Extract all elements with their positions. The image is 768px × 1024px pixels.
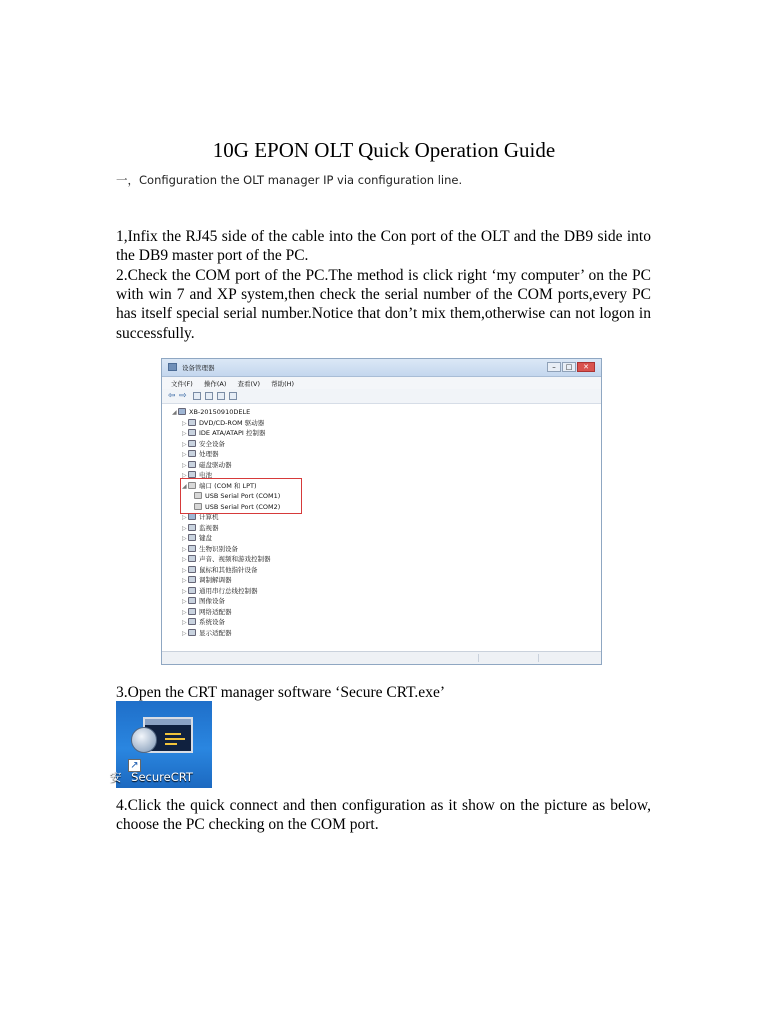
securecrt-label-text: SecureCRT [131, 770, 193, 784]
window-titlebar [162, 359, 601, 377]
partial-label-glyph: 安 [110, 770, 122, 784]
terminal-line [165, 733, 181, 735]
expand-arrow-icon[interactable]: ▷ [182, 524, 187, 532]
tree-item[interactable]: ▷ 声音、视频和游戏控制器 [182, 555, 271, 563]
properties-icon[interactable] [193, 392, 201, 400]
expand-arrow-icon[interactable]: ▷ [182, 451, 187, 458]
step-1-paragraph: 1,Infix the RJ45 side of the cable into the Con port of the OLT and the DB9 side into the DB9 master port of the PC. [116, 228, 651, 265]
computer-icon [188, 513, 196, 520]
expand-arrow-icon[interactable]: ▷ [182, 577, 187, 584]
expand-arrow-icon[interactable]: ▷ [182, 472, 187, 479]
expand-arrow-icon[interactable]: ▷ [182, 619, 187, 626]
menu-action[interactable]: 操作(A) [203, 380, 227, 388]
mouse-icon [188, 566, 196, 573]
tree-item[interactable]: ▷ 图像设备 [182, 597, 225, 605]
keyboard-icon [188, 534, 196, 541]
tree-root[interactable]: ◢ XB-20150910DELE [172, 408, 251, 416]
sound-icon [188, 555, 196, 562]
expand-arrow-icon[interactable]: ▷ [182, 440, 187, 448]
expand-arrow-icon[interactable]: ▷ [182, 598, 187, 605]
expand-arrow-icon[interactable]: ▷ [182, 535, 187, 542]
status-divider [478, 654, 479, 662]
securecrt-desktop-icon[interactable] [110, 701, 212, 788]
collapse-arrow-icon[interactable]: ◢ [172, 409, 177, 416]
tree-item[interactable]: ▷ 调制解调器 [182, 576, 232, 584]
security-device-icon [188, 440, 196, 447]
dvd-drive-icon [188, 419, 196, 426]
battery-icon [188, 471, 196, 478]
processor-icon [188, 450, 196, 457]
tree-item[interactable]: ▷ 鼠标和其他指针设备 [182, 565, 258, 574]
imaging-device-icon [188, 597, 196, 604]
system-device-icon [188, 618, 196, 625]
step-3-paragraph: 3.Open the CRT manager software ‘Secure CRT.exe’ [116, 684, 445, 701]
ide-controller-icon [188, 429, 196, 436]
section-heading: 一，Configuration the OLT manager IP via configuration line. [116, 173, 463, 187]
help-icon[interactable] [217, 392, 225, 400]
tree-item[interactable]: ▷ 网络适配器 [182, 607, 232, 616]
forward-arrow-icon[interactable]: ⇨ [179, 391, 187, 401]
securecrt-label [110, 769, 212, 785]
window-controls [546, 362, 595, 372]
menu-view[interactable]: 查看(V) [237, 380, 261, 388]
expand-arrow-icon[interactable]: ▷ [182, 514, 187, 521]
toolbar [162, 389, 601, 404]
monitor-icon [188, 524, 196, 531]
tree-item[interactable]: ▷ 键盘 [182, 534, 212, 542]
expand-arrow-icon[interactable]: ▷ [182, 566, 187, 574]
scan-hardware-icon[interactable] [229, 392, 237, 400]
tree-item-com2[interactable]: USB Serial Port (COM2) [194, 502, 280, 512]
terminal-titlebar [145, 719, 191, 725]
close-icon[interactable]: ✕ [577, 362, 595, 372]
tree-item-ports[interactable]: ◢ 端口 (COM 和 LPT) [182, 481, 257, 490]
status-bar [162, 651, 601, 664]
device-manager-icon [168, 363, 177, 371]
tree-item[interactable]: ▷ 电池 [182, 471, 212, 479]
expand-arrow-icon[interactable]: ▷ [182, 430, 187, 437]
expand-arrow-icon[interactable]: ▷ [182, 461, 187, 469]
maximize-icon[interactable]: □ [562, 362, 576, 372]
tree-item[interactable]: ▷ 显示适配器 [182, 628, 232, 637]
menu-help[interactable]: 帮助(H) [271, 380, 295, 388]
disk-drive-icon [188, 461, 196, 468]
minimize-icon[interactable]: – [547, 362, 561, 372]
tree-item[interactable]: ▷ IDE ATA/ATAPI 控制器 [182, 429, 266, 437]
expand-arrow-icon[interactable]: ▷ [182, 629, 187, 637]
usb-icon [188, 587, 196, 594]
expand-arrow-icon[interactable]: ▷ [182, 587, 187, 595]
biometric-icon [188, 545, 196, 552]
update-driver-icon[interactable] [205, 392, 213, 400]
expand-arrow-icon[interactable]: ▷ [182, 419, 187, 427]
tree-item[interactable]: ▷ 监视器 [182, 523, 219, 532]
globe-icon [131, 727, 157, 753]
expand-arrow-icon[interactable]: ▷ [182, 556, 187, 563]
terminal-line [165, 743, 177, 745]
device-manager-screenshot [161, 358, 602, 665]
tree-item[interactable]: ▷ 系统设备 [182, 618, 225, 626]
modem-icon [188, 576, 196, 583]
document-title: 10G EPON OLT Quick Operation Guide [212, 138, 556, 162]
tree-item[interactable]: ▷ 安全设备 [182, 439, 225, 448]
tree-item[interactable]: ▷ 磁盘驱动器 [182, 460, 232, 469]
terminal-line [165, 738, 185, 740]
display-adapter-icon [188, 629, 196, 636]
com-ports-highlight [180, 478, 302, 514]
tree-item-com1[interactable]: USB Serial Port (COM1) [194, 491, 280, 501]
window-title: 设备管理器 [182, 364, 215, 372]
menu-file[interactable]: 文件(F) [171, 380, 193, 388]
step-2-paragraph: 2.Check the COM port of the PC.The method is click right ‘my computer’ on the PC with win 7 and XP system,then check the serial number of the COM ports,every PC has itself special serial number.Notice that don’t mix them,otherwise can not logon in successfully. [116, 267, 651, 342]
tree-item[interactable]: ▷ 生物识别设备 [182, 544, 238, 553]
expand-arrow-icon[interactable]: ▷ [182, 545, 187, 553]
back-arrow-icon[interactable]: ⇦ [168, 391, 176, 401]
expand-arrow-icon[interactable]: ▷ [182, 608, 187, 616]
status-divider [538, 654, 539, 662]
tree-item[interactable]: ▷ DVD/CD-ROM 驱动器 [182, 418, 265, 427]
tree-item[interactable]: ▷ 处理器 [182, 450, 219, 458]
tree-item[interactable]: ▷ 计算机 [182, 513, 219, 521]
computer-icon [178, 408, 186, 415]
tree-item[interactable]: ▷ 通用串行总线控制器 [182, 586, 258, 595]
network-adapter-icon [188, 608, 196, 615]
collapse-arrow-icon[interactable]: ◢ [182, 482, 187, 490]
step-4-paragraph: 4.Click the quick connect and then configuration as it show on the picture as below, choose the PC checking on the COM port. [116, 797, 651, 834]
menu-bar [162, 377, 601, 389]
shortcut-arrow-icon: ↗ [128, 759, 141, 772]
